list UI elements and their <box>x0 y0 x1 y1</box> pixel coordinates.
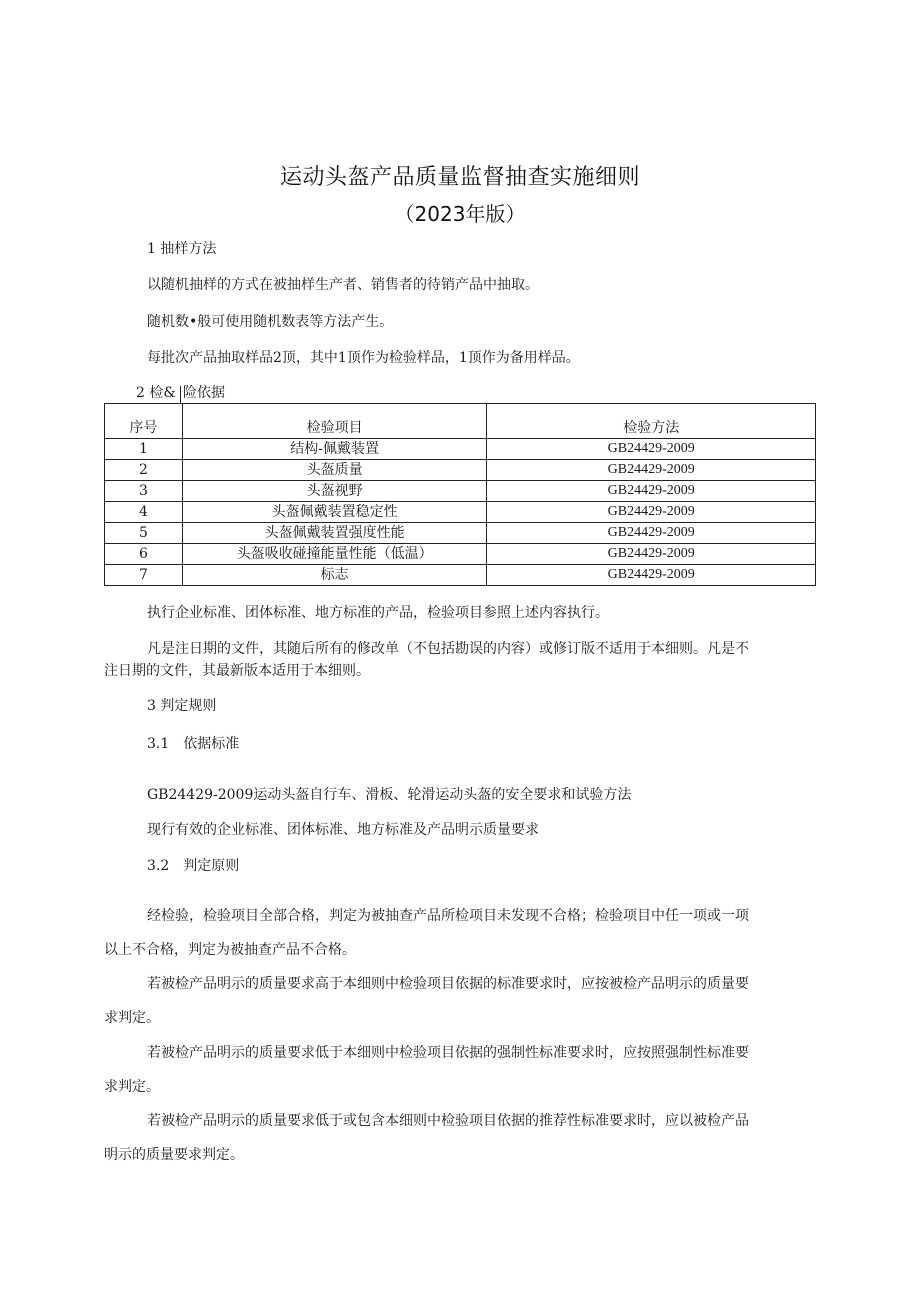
row-method: GB24429-2009 <box>487 460 816 481</box>
section-3-2-heading: 3.2 判定原则 <box>147 858 240 874</box>
table-row <box>105 523 816 544</box>
section-2-heading-right: 险依据 <box>183 385 225 401</box>
row-method: GB24429-2009 <box>487 481 816 502</box>
document-title: 运动头盔产品质量监督抽查实施细则 <box>279 165 640 190</box>
row-seq: 3 <box>105 481 183 502</box>
header-item: 检验项目 <box>182 404 487 439</box>
row-method: GB24429-2009 <box>487 565 816 586</box>
row-seq: 7 <box>105 565 183 586</box>
judgement-paragraph-2b: 求判定。 <box>104 1010 160 1026</box>
row-item: 头盔佩戴装置强度性能 <box>182 523 487 544</box>
row-seq: 1 <box>105 439 183 460</box>
standard-current: 现行有效的企业标准、团体标准、地方标准及产品明示质量要求 <box>147 822 539 838</box>
row-method: GB24429-2009 <box>487 439 816 460</box>
section-1-paragraph-3: 每批次产品抽取样品2顶，其中1顶作为检验样品，1顶作为备用样品。 <box>147 350 580 366</box>
table-row <box>105 460 816 481</box>
row-method: GB24429-2009 <box>487 523 816 544</box>
header-divider <box>180 386 181 404</box>
row-seq: 5 <box>105 523 183 544</box>
table-row <box>105 565 816 586</box>
table-row <box>105 502 816 523</box>
judgement-paragraph-1b: 以上不合格，判定为被抽查产品不合格。 <box>104 942 356 958</box>
row-item: 标志 <box>182 565 487 586</box>
section-1-paragraph-2: 随机数•般可使用随机数表等方法产生。 <box>147 314 394 330</box>
section-2-paragraph-2a: 凡是注日期的文件，其随后所有的修改单（不包括勘误的内容）或修订版不适用于本细则。凡是不 <box>147 641 749 657</box>
row-method: GB24429-2009 <box>487 544 816 565</box>
section-1-heading: 1 抽样方法 <box>147 241 217 257</box>
judgement-paragraph-2a: 若被检产品明示的质量要求高于本细则中检验项目依据的标准要求时，应按被检产品明示的质量要 <box>147 976 749 992</box>
section-2-heading-left: 2 检& <box>136 385 176 401</box>
row-seq: 2 <box>105 460 183 481</box>
table-row <box>105 439 816 460</box>
row-item: 结构-佩戴装置 <box>182 439 487 460</box>
row-item: 头盔吸收碰撞能量性能（低温） <box>182 544 487 565</box>
row-seq: 4 <box>105 502 183 523</box>
judgement-paragraph-3a: 若被检产品明示的质量要求低于本细则中检验项目依据的强制性标准要求时，应按照强制性标准要 <box>147 1045 749 1061</box>
header-seq: 序号 <box>105 404 183 439</box>
judgement-paragraph-3b: 求判定。 <box>104 1079 160 1095</box>
header-method: 检验方法 <box>487 404 816 439</box>
judgement-paragraph-4a: 若被检产品明示的质量要求低于或包含本细则中检验项目依据的推荐性标准要求时，应以被检产品 <box>147 1113 749 1129</box>
section-2-paragraph-2b: 注日期的文件，其最新版本适用于本细则。 <box>104 663 370 679</box>
section-2-paragraph-1: 执行企业标准、团体标准、地方标准的产品，检验项目参照上述内容执行。 <box>147 605 609 621</box>
standard-reference: GB24429-2009运动头盔自行车、滑板、轮滑运动头盔的安全要求和试验方法 <box>147 787 632 803</box>
judgement-paragraph-1a: 经检验，检验项目全部合格，判定为被抽查产品所检项目未发现不合格；检验项目中任一项或一项 <box>147 908 749 924</box>
section-3-heading: 3 判定规则 <box>147 698 217 714</box>
row-item: 头盔视野 <box>182 481 487 502</box>
table-row <box>105 481 816 502</box>
judgement-paragraph-4b: 明示的质量要求判定。 <box>104 1147 244 1163</box>
section-1-paragraph-1: 以随机抽样的方式在被抽样生产者、销售者的待销产品中抽取。 <box>147 277 539 293</box>
document-edition: （2023年版） <box>394 202 526 226</box>
section-3-1-heading: 3.1 依据标准 <box>147 736 240 752</box>
row-item: 头盔佩戴装置稳定性 <box>182 502 487 523</box>
row-seq: 6 <box>105 544 183 565</box>
row-item: 头盔质量 <box>182 460 487 481</box>
table-row <box>105 544 816 565</box>
row-method: GB24429-2009 <box>487 502 816 523</box>
inspection-table <box>104 403 816 586</box>
table-header-row <box>105 404 816 439</box>
